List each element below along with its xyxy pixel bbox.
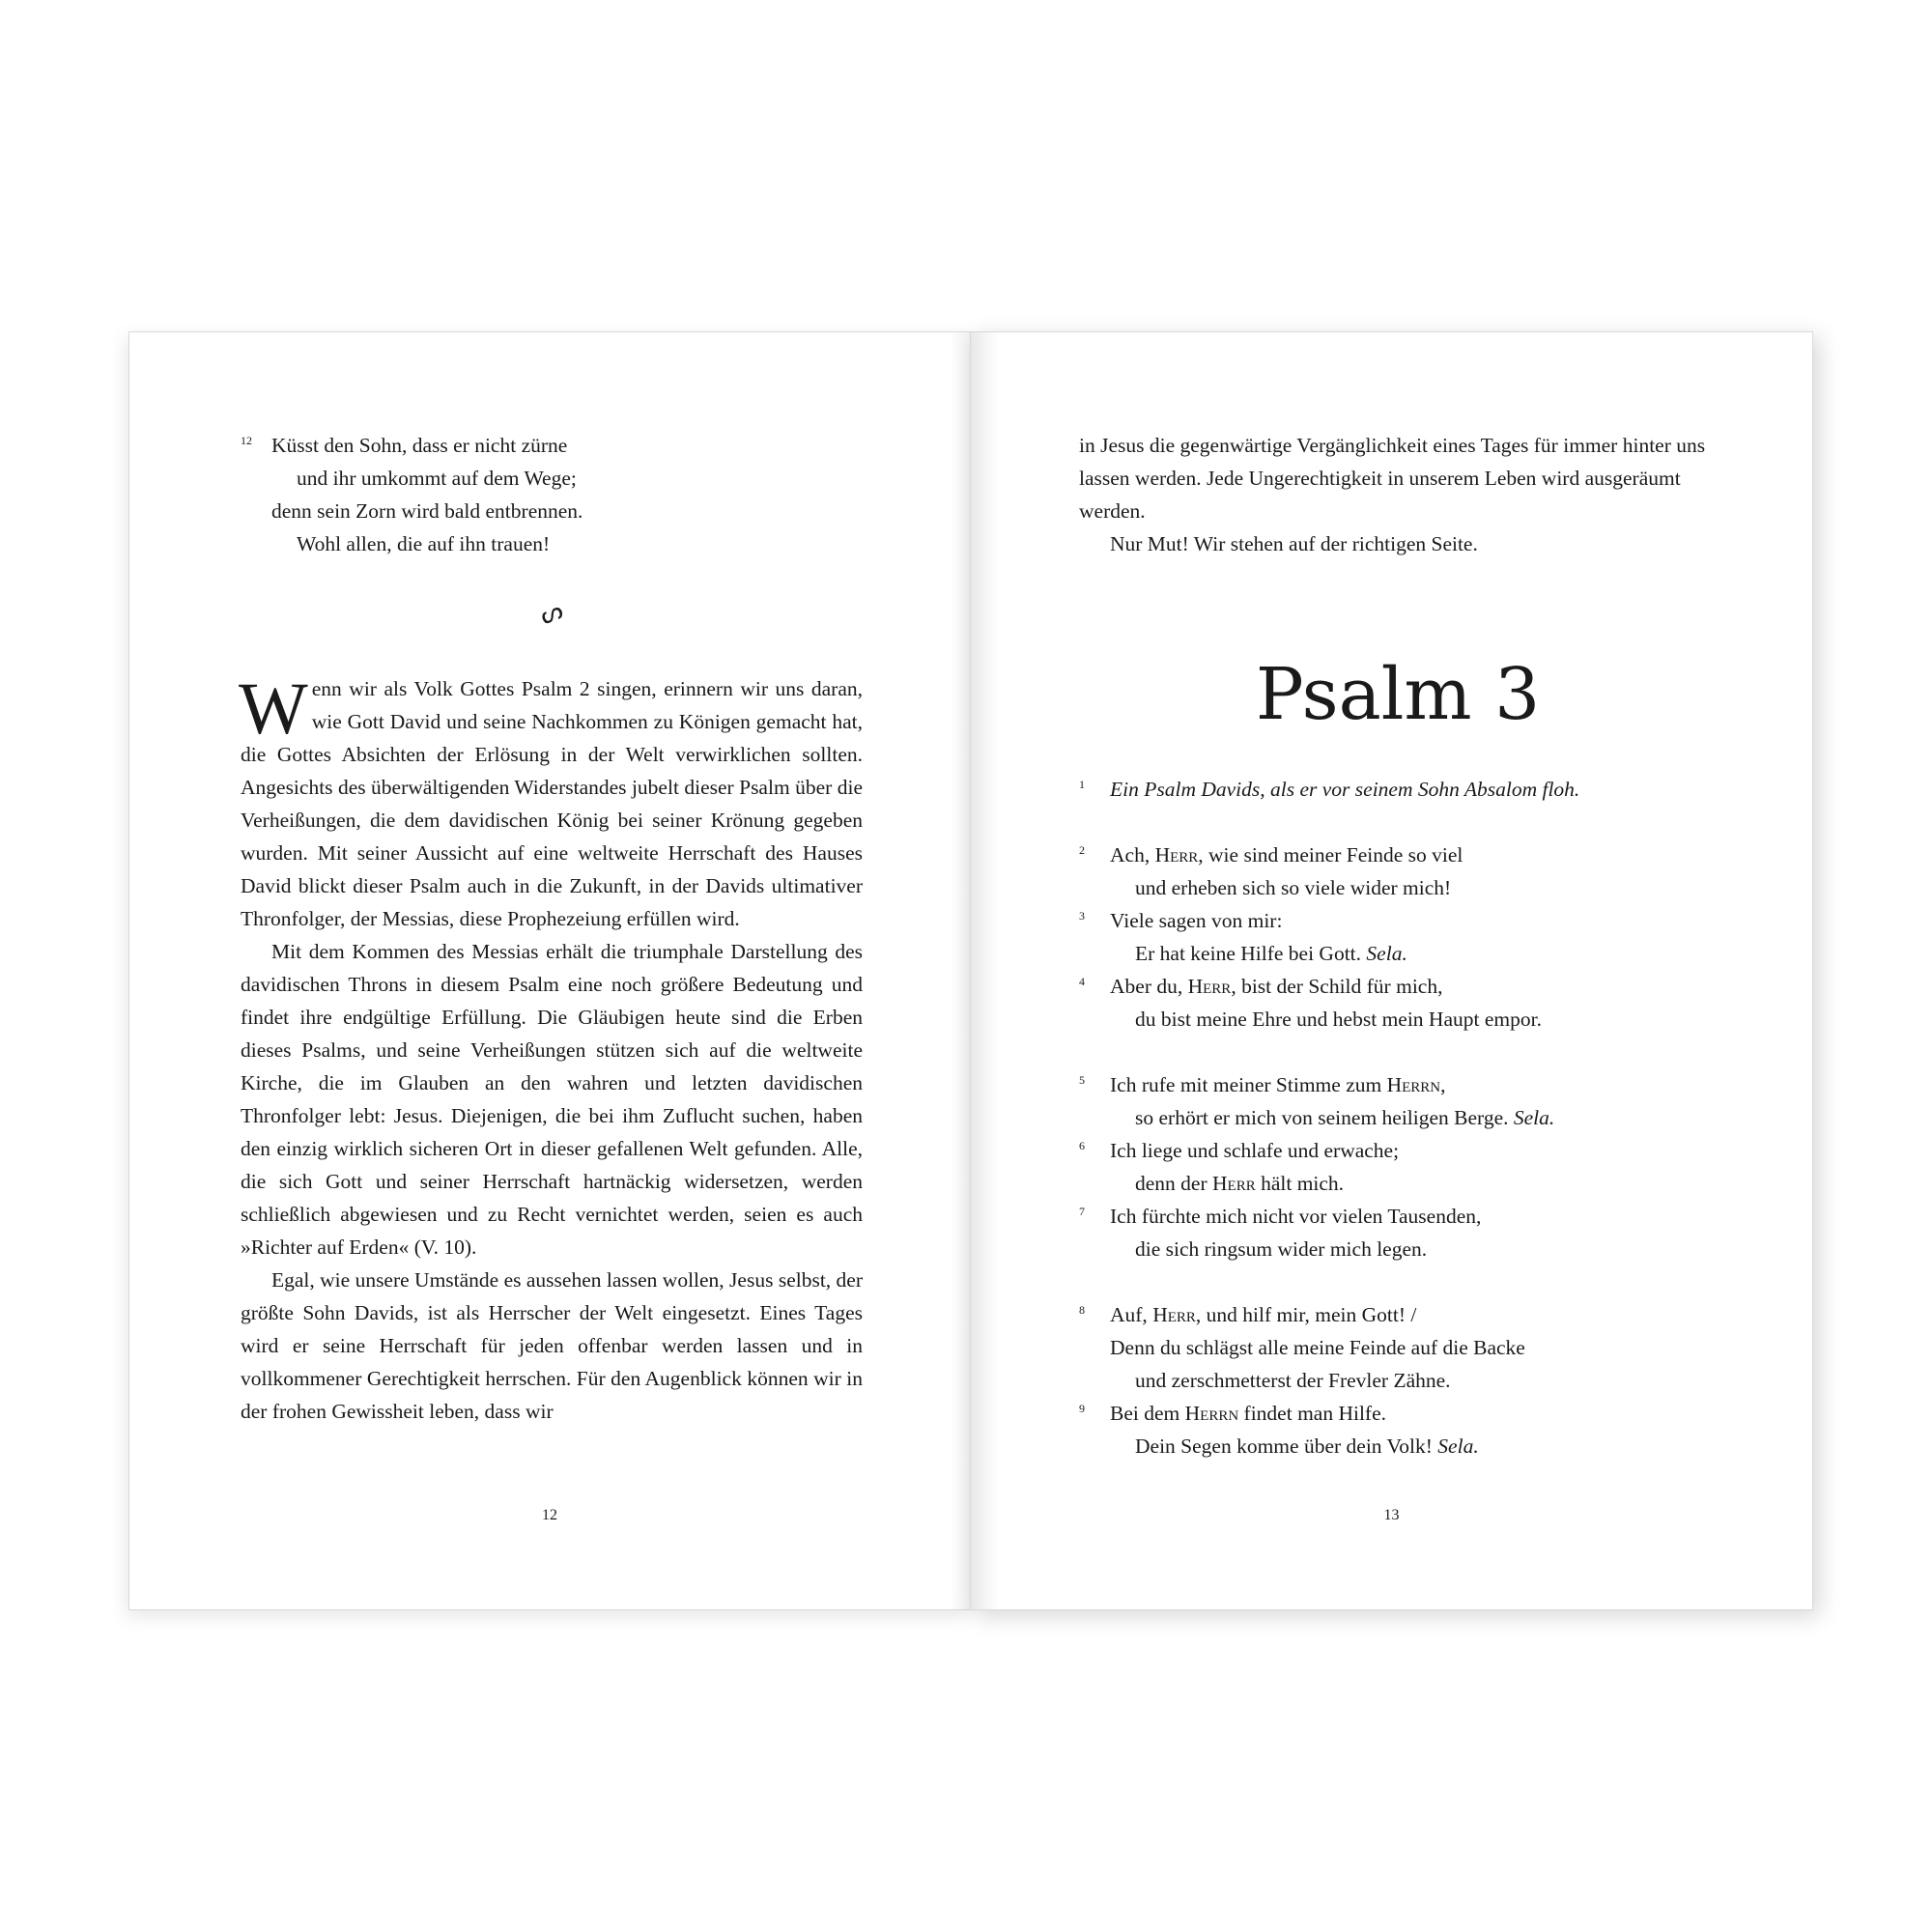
verse-number: 8 bbox=[1079, 1303, 1085, 1317]
commentary-continuation bbox=[1079, 429, 1717, 560]
lord-small-caps: Herr bbox=[1187, 975, 1232, 998]
verse-line: Ich liege und schlafe und erwache; bbox=[1110, 1139, 1400, 1162]
verse-number: 5 bbox=[1079, 1073, 1085, 1087]
verse-line: und ihr umkommt auf dem Wege; bbox=[297, 467, 577, 490]
drop-cap: W bbox=[239, 668, 308, 750]
lord-small-caps: Herr bbox=[1154, 843, 1199, 867]
verse-line: Ach, Herr, wie sind meiner Feinde so viel bbox=[1110, 843, 1463, 867]
stanza-3 bbox=[1079, 1298, 1717, 1463]
verse-number: 1 bbox=[1079, 778, 1085, 791]
lord-small-caps: Herr bbox=[1152, 1303, 1196, 1326]
left-page-content bbox=[241, 429, 863, 1428]
page-number: 12 bbox=[542, 1507, 557, 1523]
verse-3 bbox=[1079, 904, 1717, 970]
sela: Sela. bbox=[1513, 1106, 1555, 1129]
verse-5 bbox=[1079, 1068, 1717, 1134]
verse-line: Auf, Herr, und hilf mir, mein Gott! / bbox=[1110, 1303, 1417, 1326]
verse-line: Aber du, Herr, bist der Schild für mich, bbox=[1110, 975, 1443, 998]
sela: Sela. bbox=[1366, 942, 1407, 965]
psalm-title: Psalm 3 bbox=[1255, 653, 1541, 736]
verse-line: Bei dem Herrn findet man Hilfe. bbox=[1110, 1402, 1387, 1425]
verse-number: 12 bbox=[241, 434, 252, 447]
verse-line: Er hat keine Hilfe bei Gott. Sela. bbox=[1135, 942, 1407, 965]
verse-line: Denn du schlägst alle meine Feinde auf die Backe bbox=[1110, 1336, 1525, 1359]
verse-7 bbox=[1079, 1200, 1717, 1265]
commentary bbox=[239, 668, 864, 1428]
verse-number: 6 bbox=[1079, 1139, 1085, 1152]
verse-8 bbox=[1079, 1298, 1717, 1397]
encouragement-paragraph: Nur Mut! Wir stehen auf der richtigen Seite. bbox=[1110, 532, 1478, 555]
lord-small-caps: Herr bbox=[1212, 1172, 1256, 1195]
verse-4 bbox=[1079, 970, 1717, 1036]
left-page bbox=[128, 331, 971, 1610]
verse-1 bbox=[1079, 773, 1717, 806]
verse-line: denn der Herr hält mich. bbox=[1135, 1172, 1345, 1195]
verse-line: Ich fürchte mich nicht vor vielen Tausenden, bbox=[1110, 1205, 1482, 1228]
verse-line: Ich rufe mit meiner Stimme zum Herrn, bbox=[1110, 1073, 1446, 1096]
stanza-2 bbox=[1079, 1068, 1717, 1265]
verse-number: 7 bbox=[1079, 1205, 1085, 1218]
verse-line: Wohl allen, die auf ihn trauen! bbox=[297, 532, 551, 555]
verse-line: Viele sagen von mir: bbox=[1110, 909, 1283, 932]
page-number: 13 bbox=[1383, 1507, 1400, 1523]
lord-small-caps: Herrn bbox=[1184, 1402, 1239, 1425]
continuation-paragraph: in Jesus die gegenwärtige Vergänglichkeit eines Tages für immer hinter uns lassen werden. Jede Ungerechtigkeit in unserem Leben wird ausgeräumt werden. bbox=[1079, 434, 1706, 523]
verse-line: die sich ringsum wider mich legen. bbox=[1135, 1237, 1428, 1261]
commentary-paragraph-1 bbox=[239, 668, 863, 935]
lord-small-caps: Herrn bbox=[1386, 1073, 1441, 1096]
verse-line: du bist meine Ehre und hebst mein Haupt empor. bbox=[1135, 1008, 1542, 1031]
verse-line: Küsst den Sohn, dass er nicht zürne bbox=[271, 434, 568, 457]
verse-number: 3 bbox=[1079, 909, 1085, 923]
verse-line: und erheben sich so viele wider mich! bbox=[1135, 876, 1452, 899]
superscription: Ein Psalm Davids, als er vor seinem Sohn Absalom floh. bbox=[1110, 778, 1580, 801]
sela: Sela. bbox=[1437, 1435, 1479, 1458]
verse-number: 2 bbox=[1079, 843, 1085, 857]
verse-line: und zerschmetterst der Frevler Zähne. bbox=[1135, 1369, 1451, 1392]
right-page bbox=[970, 331, 1813, 1610]
stanza-1 bbox=[1079, 838, 1717, 1036]
section-ornament: ᔕ bbox=[535, 595, 567, 631]
verse-line: denn sein Zorn wird bald entbrennen. bbox=[271, 499, 583, 523]
verse-number: 4 bbox=[1079, 975, 1085, 988]
verse-6 bbox=[1079, 1134, 1717, 1200]
verse-9 bbox=[1079, 1397, 1717, 1463]
paragraph-text: enn wir als Volk Gottes Psalm 2 singen, erinnern wir uns daran, wie Gott David und seine Nachkommen zu Königen gemacht hat, die Gottes Absichten der Erlösung in der Welt verwirklichen sollten. Angesichts des überwältigenden Widerstandes jubelt dieser Psalm über die Verheißungen, die dem davidischen König bei seiner Krönung gegeben wurden. Mit seiner Aussicht auf eine weltweite Herrschaft des Hauses David blickt dieser Psalm auch in die Zukunft, in der Davids ultimativer Thronfolger, der Messias, diese Prophezeiung erfüllen wird. bbox=[241, 677, 863, 930]
commentary-paragraph-3: Egal, wie unsere Umstände es aussehen lassen wollen, Jesus selbst, der größte Sohn Davids, ist als Herrscher der Welt eingesetzt. Eines Tages wird er seine Herrschaft für jeden offenbar werden lassen und in vollkommener Gerechtigkeit herrschen. Für den Augenblick können wir in der frohen Gewissheit leben, dass wir bbox=[241, 1268, 864, 1423]
commentary-paragraph-2: Mit dem Kommen des Messias erhält die triumphale Darstellung des davidischen Throns in diesem Psalm eine noch größere Bedeutung und findet ihre endgültige Erfüllung. Die Gläubigen heute sind die Erben dieses Psalms, und seine Verheißungen stützen sich auf die weltweite Kirche, die im Glauben an den wahren und letzten davidischen Thronfolger lebt: Jesus. Diejenigen, die bei ihm Zuflucht suchen, haben den einzig wirklich sicheren Ort in dieser gefallenen Welt gefunden. Alle, die sich Gott und seiner Herrschaft hartnäckig widersetzen, werden schließlich abgewiesen und zu Recht vernichtet werden, seien es auch »Richter auf Erden« (V. 10). bbox=[241, 940, 863, 1259]
verse-line: Dein Segen komme über dein Volk! Sela. bbox=[1135, 1435, 1479, 1458]
right-page-content bbox=[1079, 429, 1717, 1463]
book-spread bbox=[128, 331, 1813, 1610]
verse-2 bbox=[1079, 838, 1717, 904]
verse-line: so erhört er mich von seinem heiligen Berge. Sela. bbox=[1135, 1106, 1555, 1129]
verse-number: 9 bbox=[1079, 1402, 1085, 1415]
